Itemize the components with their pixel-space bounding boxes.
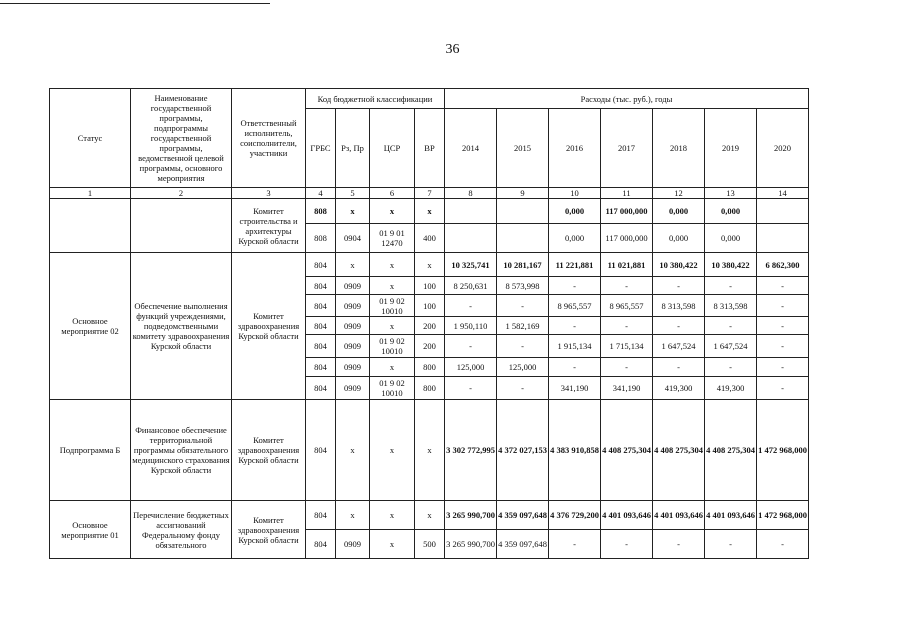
name-cell: Финансовое обеспечение территориальной программы обязательного медицинского страхования Курской области	[131, 400, 232, 501]
col-number: 3	[232, 188, 306, 199]
value-2014	[445, 199, 497, 224]
vr-cell: 500	[415, 530, 445, 559]
rzpr-cell: 0909	[336, 317, 370, 335]
value-2015	[497, 199, 549, 224]
rzpr-cell: 0904	[336, 224, 370, 253]
grbs-cell: 804	[306, 377, 336, 400]
csr-cell: х	[370, 253, 415, 277]
header-executor: Ответственный исполнитель, соисполнители, участники	[232, 89, 306, 188]
table-row	[50, 253, 809, 277]
value-2015	[497, 224, 549, 253]
header-expenses: Расходы (тыс. руб.), годы	[445, 89, 809, 109]
executor-cell: Комитет строительства и архитектуры Курской области	[232, 199, 306, 253]
value-2016: 8 965,557	[549, 295, 601, 317]
rzpr-cell: 0909	[336, 358, 370, 377]
status-cell: Основное мероприятие 02	[50, 253, 131, 400]
value-2014: 1 950,110	[445, 317, 497, 335]
value-2020	[757, 199, 809, 224]
header-year: 2015	[497, 109, 549, 188]
csr-cell: х	[370, 277, 415, 295]
value-2019: 1 647,524	[705, 335, 757, 358]
value-2014: 3 265 990,700	[445, 501, 497, 530]
value-2020: -	[757, 295, 809, 317]
top-rule	[0, 3, 270, 4]
value-2015: 8 573,998	[497, 277, 549, 295]
value-2014: 125,000	[445, 358, 497, 377]
grbs-cell: 804	[306, 295, 336, 317]
name-cell	[131, 199, 232, 253]
rzpr-cell: х	[336, 253, 370, 277]
name-cell: Обеспечение выполнения функций учреждениями, подведомственными комитету здравоохранения Курской области	[131, 253, 232, 400]
value-2017: 4 408 275,304	[601, 400, 653, 501]
value-2014: 3 265 990,700	[445, 530, 497, 559]
value-2020	[757, 224, 809, 253]
vr-cell: 800	[415, 377, 445, 400]
value-2016: 11 221,881	[549, 253, 601, 277]
header-csr: ЦСР	[370, 109, 415, 188]
rzpr-cell: х	[336, 501, 370, 530]
vr-cell: 200	[415, 335, 445, 358]
vr-cell: х	[415, 501, 445, 530]
grbs-cell: 804	[306, 530, 336, 559]
col-number: 2	[131, 188, 232, 199]
header-year: 2019	[705, 109, 757, 188]
col-number: 11	[601, 188, 653, 199]
vr-cell: 800	[415, 358, 445, 377]
value-2019: 8 313,598	[705, 295, 757, 317]
value-2017: 117 000,000	[601, 224, 653, 253]
grbs-cell: 808	[306, 199, 336, 224]
value-2020: -	[757, 377, 809, 400]
vr-cell: х	[415, 253, 445, 277]
page-number: 36	[445, 42, 460, 57]
col-number: 12	[653, 188, 705, 199]
col-number: 1	[50, 188, 131, 199]
executor-cell: Комитет здравоохранения Курской области	[232, 400, 306, 501]
value-2019: -	[705, 358, 757, 377]
value-2018: 4 408 275,304	[653, 400, 705, 501]
value-2014: -	[445, 335, 497, 358]
value-2015: -	[497, 377, 549, 400]
value-2014	[445, 224, 497, 253]
value-2015: 4 359 097,648	[497, 501, 549, 530]
value-2016: 1 915,134	[549, 335, 601, 358]
csr-cell: х	[370, 358, 415, 377]
value-2018: 4 401 093,646	[653, 501, 705, 530]
table-row	[50, 501, 809, 530]
value-2014: 10 325,741	[445, 253, 497, 277]
value-2014: 8 250,631	[445, 277, 497, 295]
rzpr-cell: 0909	[336, 530, 370, 559]
value-2018: 419,300	[653, 377, 705, 400]
value-2015: 4 359 097,648	[497, 530, 549, 559]
csr-cell: х	[370, 400, 415, 501]
value-2018: 0,000	[653, 224, 705, 253]
value-2019: 419,300	[705, 377, 757, 400]
value-2018: -	[653, 358, 705, 377]
header-vr: ВР	[415, 109, 445, 188]
value-2020: 1 472 968,000	[757, 501, 809, 530]
csr-cell: 01 9 02 10010	[370, 295, 415, 317]
value-2015: 125,000	[497, 358, 549, 377]
rzpr-cell: х	[336, 199, 370, 224]
value-2018: -	[653, 277, 705, 295]
grbs-cell: 804	[306, 358, 336, 377]
vr-cell: х	[415, 400, 445, 501]
value-2014: -	[445, 295, 497, 317]
grbs-cell: 804	[306, 253, 336, 277]
header-grbs: ГРБС	[306, 109, 336, 188]
header-year: 2020	[757, 109, 809, 188]
header-row-1	[50, 89, 809, 109]
grbs-cell: 804	[306, 501, 336, 530]
value-2016: 4 376 729,200	[549, 501, 601, 530]
grbs-cell: 804	[306, 335, 336, 358]
header-year: 2018	[653, 109, 705, 188]
value-2018: 0,000	[653, 199, 705, 224]
value-2019: 10 380,422	[705, 253, 757, 277]
status-cell: Подпрограмма Б	[50, 400, 131, 501]
csr-cell: х	[370, 199, 415, 224]
executor-cell: Комитет здравоохранения Курской области	[232, 501, 306, 559]
value-2014: 3 302 772,995	[445, 400, 497, 501]
value-2016: 341,190	[549, 377, 601, 400]
value-2015: 10 281,167	[497, 253, 549, 277]
header-year: 2016	[549, 109, 601, 188]
csr-cell: х	[370, 530, 415, 559]
vr-cell: 100	[415, 277, 445, 295]
header-kbk: Код бюджетной классификации	[306, 89, 445, 109]
csr-cell: 01 9 02 10010	[370, 377, 415, 400]
name-cell: Перечисление бюджетных ассигнований Федеральному фонду обязательного	[131, 501, 232, 559]
header-rzpr: Рз, Пр	[336, 109, 370, 188]
csr-cell: х	[370, 317, 415, 335]
value-2015: -	[497, 295, 549, 317]
value-2014: -	[445, 377, 497, 400]
value-2016: -	[549, 530, 601, 559]
grbs-cell: 804	[306, 400, 336, 501]
col-number: 13	[705, 188, 757, 199]
value-2020: -	[757, 335, 809, 358]
rzpr-cell: 0909	[336, 295, 370, 317]
executor-cell: Комитет здравоохранения Курской области	[232, 253, 306, 400]
value-2017: 117 000,000	[601, 199, 653, 224]
grbs-cell: 804	[306, 317, 336, 335]
value-2019: -	[705, 317, 757, 335]
value-2015: 1 582,169	[497, 317, 549, 335]
col-number: 8	[445, 188, 497, 199]
value-2016: -	[549, 317, 601, 335]
vr-cell: х	[415, 199, 445, 224]
value-2017: 4 401 093,646	[601, 501, 653, 530]
value-2016: 0,000	[549, 199, 601, 224]
table-row	[50, 400, 809, 501]
col-number: 9	[497, 188, 549, 199]
header-name: Наименование государственной программы, подпрограммы государственной программы, ведомственной целевой программы, основного мероприятия	[131, 89, 232, 188]
rzpr-cell: 0909	[336, 377, 370, 400]
value-2020: -	[757, 277, 809, 295]
col-number: 4	[306, 188, 336, 199]
value-2017: -	[601, 317, 653, 335]
value-2018: -	[653, 317, 705, 335]
table-row	[50, 199, 809, 224]
value-2019: 4 408 275,304	[705, 400, 757, 501]
rzpr-cell: 0909	[336, 335, 370, 358]
value-2020: -	[757, 358, 809, 377]
header-year: 2014	[445, 109, 497, 188]
value-2017: -	[601, 277, 653, 295]
col-number: 7	[415, 188, 445, 199]
value-2017: -	[601, 530, 653, 559]
grbs-cell: 808	[306, 224, 336, 253]
csr-cell: 01 9 02 10010	[370, 335, 415, 358]
vr-cell: 400	[415, 224, 445, 253]
value-2016: -	[549, 277, 601, 295]
value-2019: 0,000	[705, 199, 757, 224]
col-number: 10	[549, 188, 601, 199]
csr-cell: 01 9 01 12470	[370, 224, 415, 253]
value-2018: 8 313,598	[653, 295, 705, 317]
value-2015: -	[497, 335, 549, 358]
value-2017: 8 965,557	[601, 295, 653, 317]
value-2018: 1 647,524	[653, 335, 705, 358]
value-2016: 4 383 910,858	[549, 400, 601, 501]
value-2019: -	[705, 530, 757, 559]
value-2016: 0,000	[549, 224, 601, 253]
vr-cell: 100	[415, 295, 445, 317]
value-2017: 341,190	[601, 377, 653, 400]
value-2016: -	[549, 358, 601, 377]
col-number: 6	[370, 188, 415, 199]
value-2017: -	[601, 358, 653, 377]
col-number: 5	[336, 188, 370, 199]
csr-cell: х	[370, 501, 415, 530]
vr-cell: 200	[415, 317, 445, 335]
value-2015: 4 372 027,153	[497, 400, 549, 501]
header-status: Статус	[50, 89, 131, 188]
rzpr-cell: 0909	[336, 277, 370, 295]
grbs-cell: 804	[306, 277, 336, 295]
value-2020: -	[757, 317, 809, 335]
value-2020: 6 862,300	[757, 253, 809, 277]
col-number: 14	[757, 188, 809, 199]
value-2020: 1 472 968,000	[757, 400, 809, 501]
value-2018: -	[653, 530, 705, 559]
budget-table	[49, 88, 809, 559]
status-cell	[50, 199, 131, 253]
value-2017: 11 021,881	[601, 253, 653, 277]
value-2018: 10 380,422	[653, 253, 705, 277]
value-2019: -	[705, 277, 757, 295]
value-2017: 1 715,134	[601, 335, 653, 358]
rzpr-cell: х	[336, 400, 370, 501]
value-2019: 0,000	[705, 224, 757, 253]
status-cell: Основное мероприятие 01	[50, 501, 131, 559]
value-2020: -	[757, 530, 809, 559]
header-year: 2017	[601, 109, 653, 188]
value-2019: 4 401 093,646	[705, 501, 757, 530]
column-numbers-row	[50, 188, 809, 199]
